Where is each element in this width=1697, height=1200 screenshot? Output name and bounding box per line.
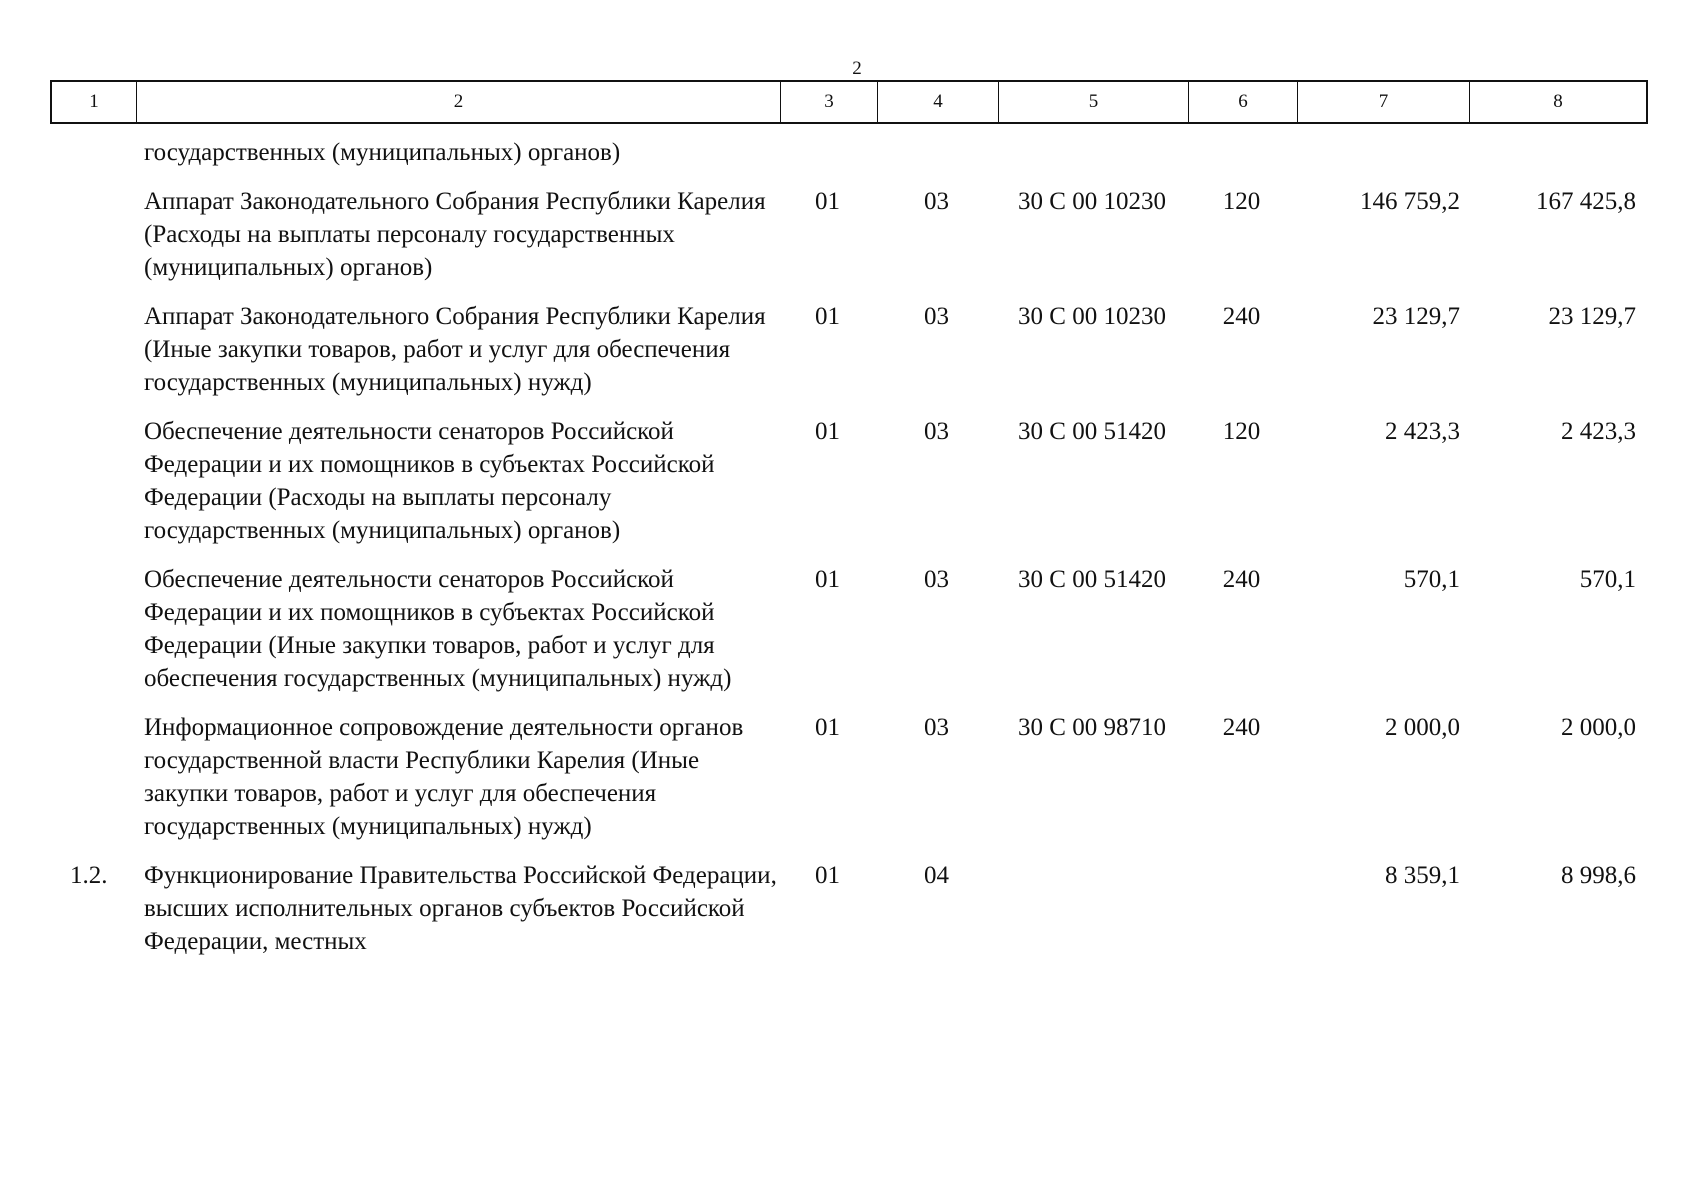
page-number: 2 <box>852 58 862 79</box>
row-amount-2 <box>1468 136 1644 169</box>
row-amount-1: 2 423,3 <box>1385 418 1460 445</box>
header-col-7: 7 <box>1298 82 1470 122</box>
row-subsection: 03 <box>924 714 949 741</box>
row-number <box>50 711 135 843</box>
row-number <box>50 563 135 695</box>
table-body <box>50 136 1648 974</box>
row-subsection: 03 <box>924 188 949 215</box>
row-target-article: 30 С 00 10230 <box>1018 303 1166 330</box>
row-amount-2: 167 425,8 <box>1536 188 1636 215</box>
row-amount-1: 570,1 <box>1403 566 1460 593</box>
row-expense-type <box>1187 859 1296 958</box>
table-row <box>50 185 1648 284</box>
row-amount-1: 8 359,1 <box>1385 862 1460 889</box>
row-number: 1.2. <box>70 862 108 889</box>
row-section: 01 <box>815 303 840 330</box>
row-description: Обеспечение деятельности сенаторов Российской Федерации и их помощников в субъектах Российской Федерации (Иные закупки товаров, работ и услуг для обеспечения государственных (муниципальных) нужд) <box>144 566 732 692</box>
row-subsection: 03 <box>924 566 949 593</box>
row-description: государственных (муниципальных) органов) <box>144 139 621 166</box>
table-row <box>50 711 1648 843</box>
row-amount-2: 2 423,3 <box>1561 418 1636 445</box>
row-section <box>779 136 876 169</box>
row-subsection <box>876 136 997 169</box>
row-target-article: 30 С 00 10230 <box>1018 188 1166 215</box>
row-number <box>50 136 135 169</box>
row-section: 01 <box>815 418 840 445</box>
header-col-3: 3 <box>781 82 878 122</box>
row-number <box>50 300 135 399</box>
header-col-8: 8 <box>1553 91 1563 112</box>
row-number <box>50 415 135 547</box>
row-amount-1: 2 000,0 <box>1385 714 1460 741</box>
table-row <box>50 300 1648 399</box>
row-number <box>50 185 135 284</box>
row-target-article <box>997 859 1187 958</box>
row-expense-type: 240 <box>1222 714 1261 741</box>
table-row <box>50 136 1648 169</box>
row-description: Информационное сопровождение деятельности органов государственной власти Республики Карелия (Иные закупки товаров, работ и услуг для обеспечения государственных (муниципальных) нужд) <box>144 714 744 840</box>
row-amount-2: 8 998,6 <box>1561 862 1636 889</box>
row-target-article: 30 С 00 51420 <box>1018 566 1166 593</box>
row-expense-type: 240 <box>1222 303 1261 330</box>
table-header <box>50 80 1648 124</box>
row-amount-2: 2 000,0 <box>1561 714 1636 741</box>
row-target-article <box>997 136 1187 169</box>
row-section: 01 <box>815 862 840 889</box>
row-description: Обеспечение деятельности сенаторов Российской Федерации и их помощников в субъектах Российской Федерации (Расходы на выплаты персоналу государственных (муниципальных) органов) <box>144 418 715 544</box>
row-amount-2: 570,1 <box>1579 566 1636 593</box>
row-target-article: 30 С 00 51420 <box>1018 418 1166 445</box>
table-row <box>50 415 1648 547</box>
row-expense-type: 120 <box>1222 418 1261 445</box>
row-description: Функционирование Правительства Российской Федерации, высших исполнительных органов субъектов Российской Федерации, местных <box>144 862 777 955</box>
row-amount-2: 23 129,7 <box>1548 303 1636 330</box>
row-subsection: 04 <box>924 862 949 889</box>
row-amount-1: 23 129,7 <box>1372 303 1460 330</box>
row-section: 01 <box>815 566 840 593</box>
row-description: Аппарат Законодательного Собрания Республики Карелия (Иные закупки товаров, работ и услуг для обеспечения государственных (муниципальных) нужд) <box>144 303 766 396</box>
row-expense-type <box>1187 136 1296 169</box>
row-target-article: 30 С 00 98710 <box>1018 714 1166 741</box>
row-section: 01 <box>815 188 840 215</box>
header-col-4: 4 <box>878 82 999 122</box>
row-description: Аппарат Законодательного Собрания Республики Карелия (Расходы на выплаты персоналу государственных (муниципальных) органов) <box>144 188 766 281</box>
row-amount-1: 146 759,2 <box>1360 188 1460 215</box>
header-col-2: 2 <box>137 82 781 122</box>
table-row <box>50 563 1648 695</box>
row-subsection: 03 <box>924 303 949 330</box>
header-col-6: 6 <box>1189 82 1298 122</box>
header-col-1: 1 <box>52 82 137 122</box>
header-col-5: 5 <box>999 82 1189 122</box>
row-expense-type: 120 <box>1222 188 1261 215</box>
row-section: 01 <box>815 714 840 741</box>
row-subsection: 03 <box>924 418 949 445</box>
table-row <box>50 859 1648 958</box>
row-expense-type: 240 <box>1222 566 1261 593</box>
row-amount-1 <box>1296 136 1468 169</box>
